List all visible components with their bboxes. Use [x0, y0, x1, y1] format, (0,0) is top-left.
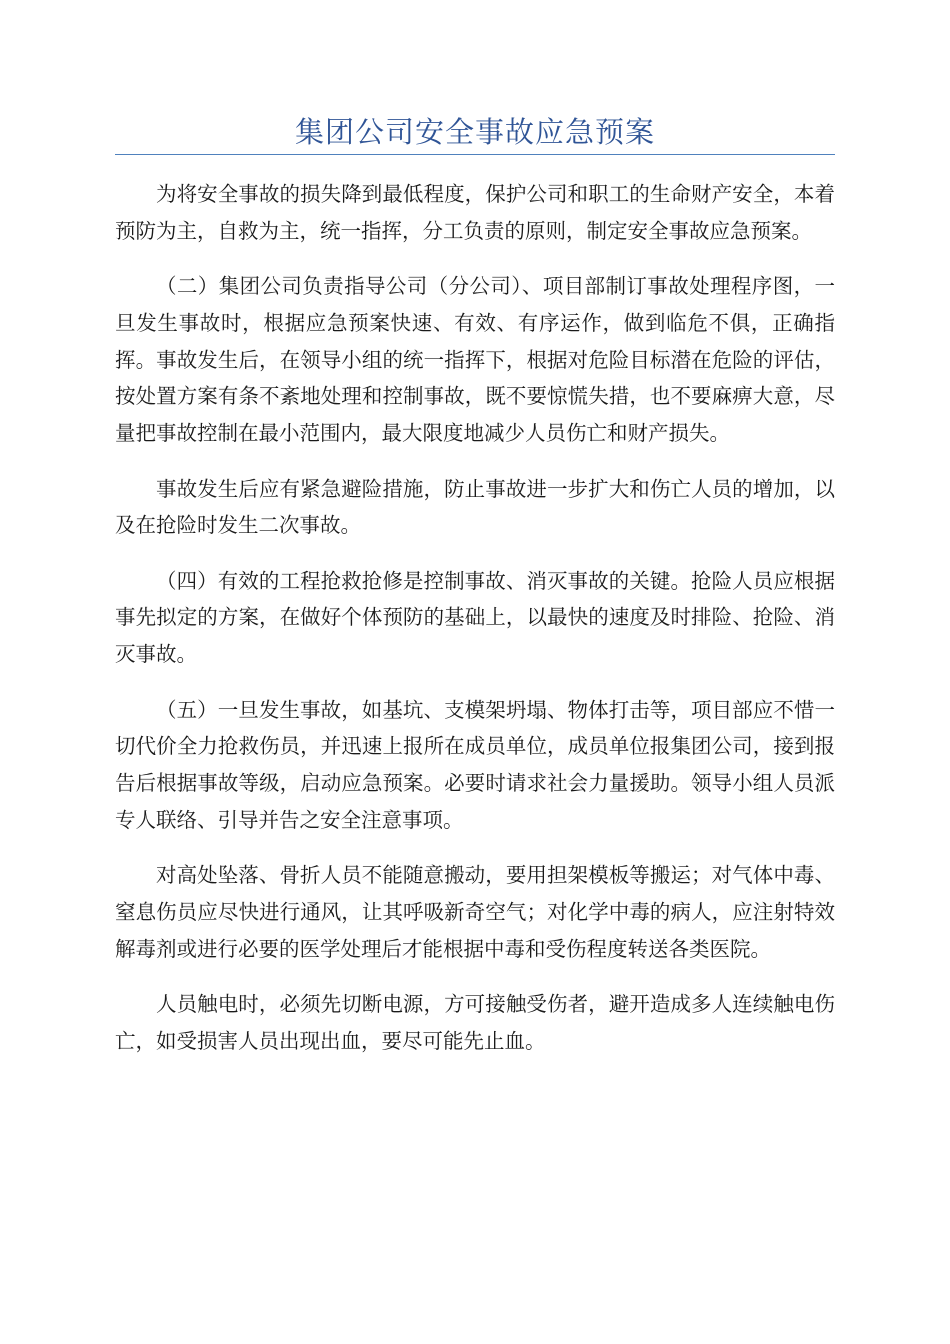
paragraph-five: （五）一旦发生事故，如基坑、支模架坍塌、物体打击等，项目部应不惜一切代价全力抢救伤员，并迅速上报所在成员单位，成员单位报集团公司，接到报告后根据事故等级，启动应急预案。必要时请求社会力量援助。领导小组人员派专人联络、引导并告之安全注意事项。: [115, 697, 835, 832]
paragraph-injury-handling: 对高处坠落、骨折人员不能随意搬动，要用担架模板等搬运；对气体中毒、窒息伤员应尽快进行通风，让其呼吸新奇空气；对化学中毒的病人，应注射特效解毒剂或进行必要的医学处理后才能根据中毒和受伤程度转送各类医院。: [115, 863, 835, 961]
document-title: 集团公司安全事故应急预案: [294, 115, 655, 149]
document-body: [115, 176, 835, 1078]
title-underline: [115, 154, 835, 155]
paragraph-four: （四）有效的工程抢救抢修是控制事故、消灭事故的关键。抢险人员应根据事先拟定的方案，在做好个体预防的基础上，以最快的速度及时排险、抢险、消灭事故。: [115, 568, 835, 667]
paragraph-emergency-avoidance: 事故发生后应有紧急避险措施，防止事故进一步扩大和伤亡人员的增加，以及在抢险时发生二次事故。: [115, 476, 835, 538]
paragraph-intro: 为将安全事故的损失降到最低程度，保护公司和职工的生命财产安全，本着预防为主，自救为主，统一指挥，分工负责的原则，制定安全事故应急预案。: [115, 182, 835, 243]
paragraph-electrocution: 人员触电时，必须先切断电源，方可接触受伤者，避开造成多人连续触电伤亡，如受损害人员出现出血，要尽可能先止血。: [115, 992, 835, 1053]
paragraph-two: （二）集团公司负责指导公司（分公司）、项目部制订事故处理程序图，一旦发生事故时，根据应急预案快速、有效、有序运作，做到临危不俱，正确指挥。事故发生后，在领导小组的统一指挥下，根据对危险目标潜在危险的评估，按处置方案有条不紊地处理和控制事故，既不要惊慌失措，也不要麻痹大意，尽量把事故控制在最小范围内，最大限度地减少人员伤亡和财产损失。: [115, 274, 835, 446]
